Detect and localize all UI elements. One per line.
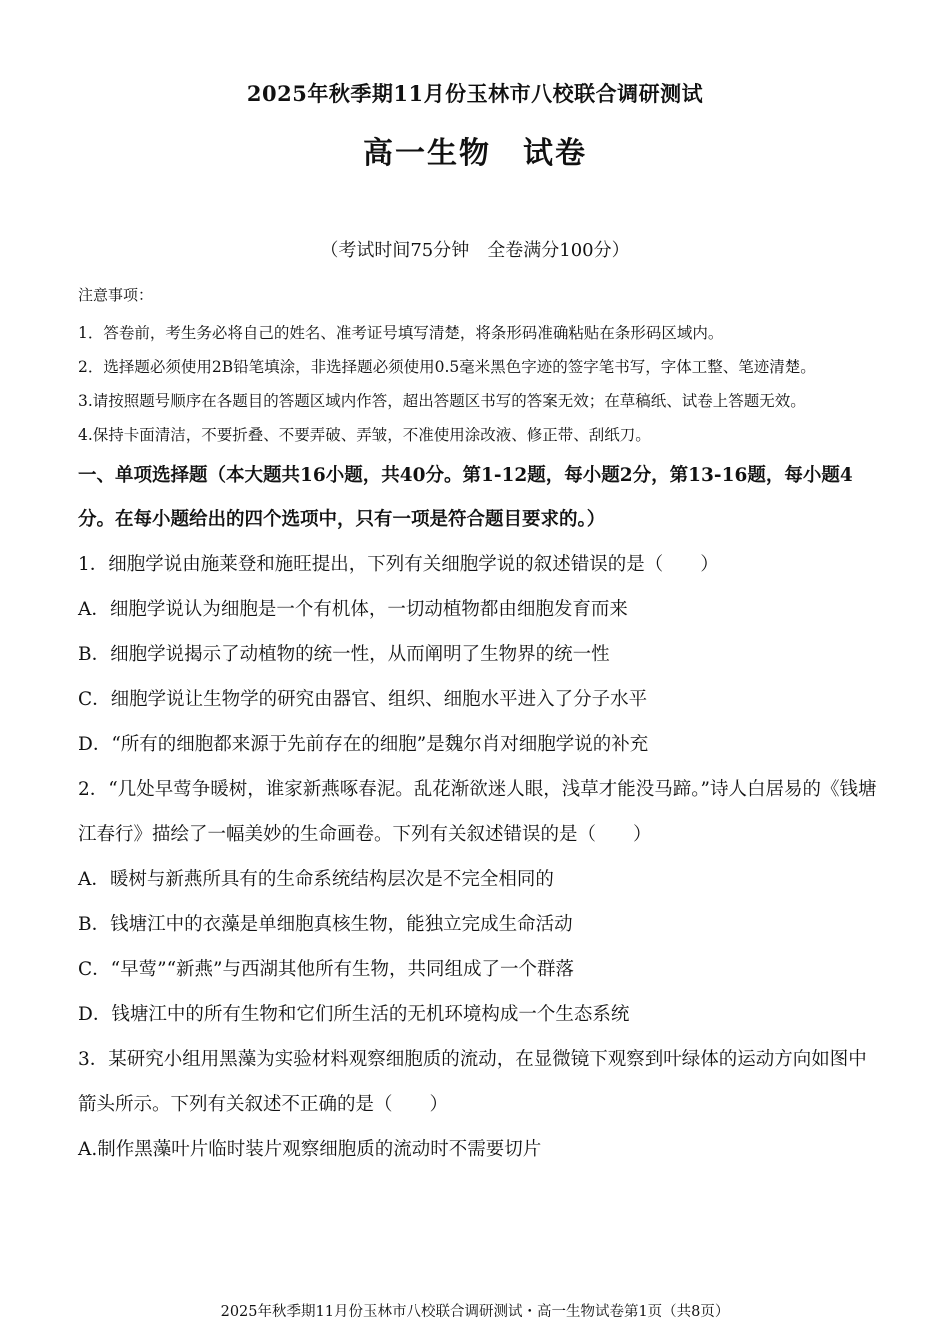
option-a: A.制作黑藻叶片临时装片观察细胞质的流动时不需要切片 (78, 1139, 542, 1160)
exam-content (78, 282, 878, 1172)
option-a: A．暖树与新燕所具有的生命系统结构层次是不完全相同的 (78, 869, 554, 890)
question-1 (78, 542, 878, 767)
option-c: C．“早莺”“新燕”与西湖其他所有生物，共同组成了一个群落 (78, 959, 574, 980)
page-footer: 2025年秋季期11月份玉林市八校联合调研测试・高一生物试卷第1页（共8页） (220, 1304, 730, 1320)
option-b: B．钱塘江中的衣藻是单细胞真核生物，能独立完成生命活动 (78, 914, 573, 935)
notice-item: 4.保持卡面清洁，不要折叠、不要弄破、弄皱，不准使用涂改液、修正带、刮纸刀。 (78, 426, 651, 444)
notice-item: 3.请按照题号顺序在各题目的答题区域内作答，超出答题区书写的答案无效；在草稿纸、试卷上答题无效。 (78, 392, 806, 410)
option-c: C．细胞学说让生物学的研究由器官、组织、细胞水平进入了分子水平 (78, 689, 648, 710)
option-b: B．细胞学说揭示了动植物的统一性，从而阐明了生物界的统一性 (78, 644, 610, 665)
question-3 (78, 1037, 878, 1172)
subject-title: 高一生物 试卷 (363, 136, 587, 171)
notice-item: 2．选择题必须使用2B铅笔填涂，非选择题必须使用0.5毫米黑色字迹的签字笔书写，字体工整、笔迹清楚。 (78, 358, 816, 376)
option-d: D．钱塘江中的所有生物和它们所生活的无机环境构成一个生态系统 (78, 1004, 630, 1025)
exam-time-info: （考试时间75分钟 全卷满分100分） (320, 240, 630, 261)
question-stem: 1．细胞学说由施莱登和施旺提出，下列有关细胞学说的叙述错误的是（ ） (78, 554, 719, 575)
section-heading: 一、单项选择题（本大题共16小题，共40分。第1-12题，每小题2分，第13-16题，每小题4分。在每小题给出的四个选项中，只有一项是符合题目要求的。） (78, 465, 853, 530)
option-d: D．“所有的细胞都来源于先前存在的细胞”是魏尔肖对细胞学说的补充 (78, 734, 649, 755)
question-2 (78, 767, 878, 1037)
notice-title: 注意事项： (78, 286, 154, 304)
option-a: A．细胞学说认为细胞是一个有机体，一切动植物都由细胞发育而来 (78, 599, 628, 620)
exam-title: 2025年秋季期11月份玉林市八校联合调研测试 (246, 81, 704, 106)
question-stem: 3．某研究小组用黑藻为实验材料观察细胞质的流动，在显微镜下观察到叶绿体的运动方向如图中箭头所示。下列有关叙述不正确的是（ ） (78, 1049, 867, 1115)
question-stem: 2．“几处早莺争暖树，谁家新燕啄春泥。乱花渐欲迷人眼，浅草才能没马蹄。”诗人白居易的《钱塘江春行》描绘了一幅美妙的生命画卷。下列有关叙述错误的是（ ） (78, 779, 877, 845)
notice-item: 1．答卷前，考生务必将自己的姓名、准考证号填写清楚，将条形码准确粘贴在条形码区域内。 (78, 324, 724, 342)
